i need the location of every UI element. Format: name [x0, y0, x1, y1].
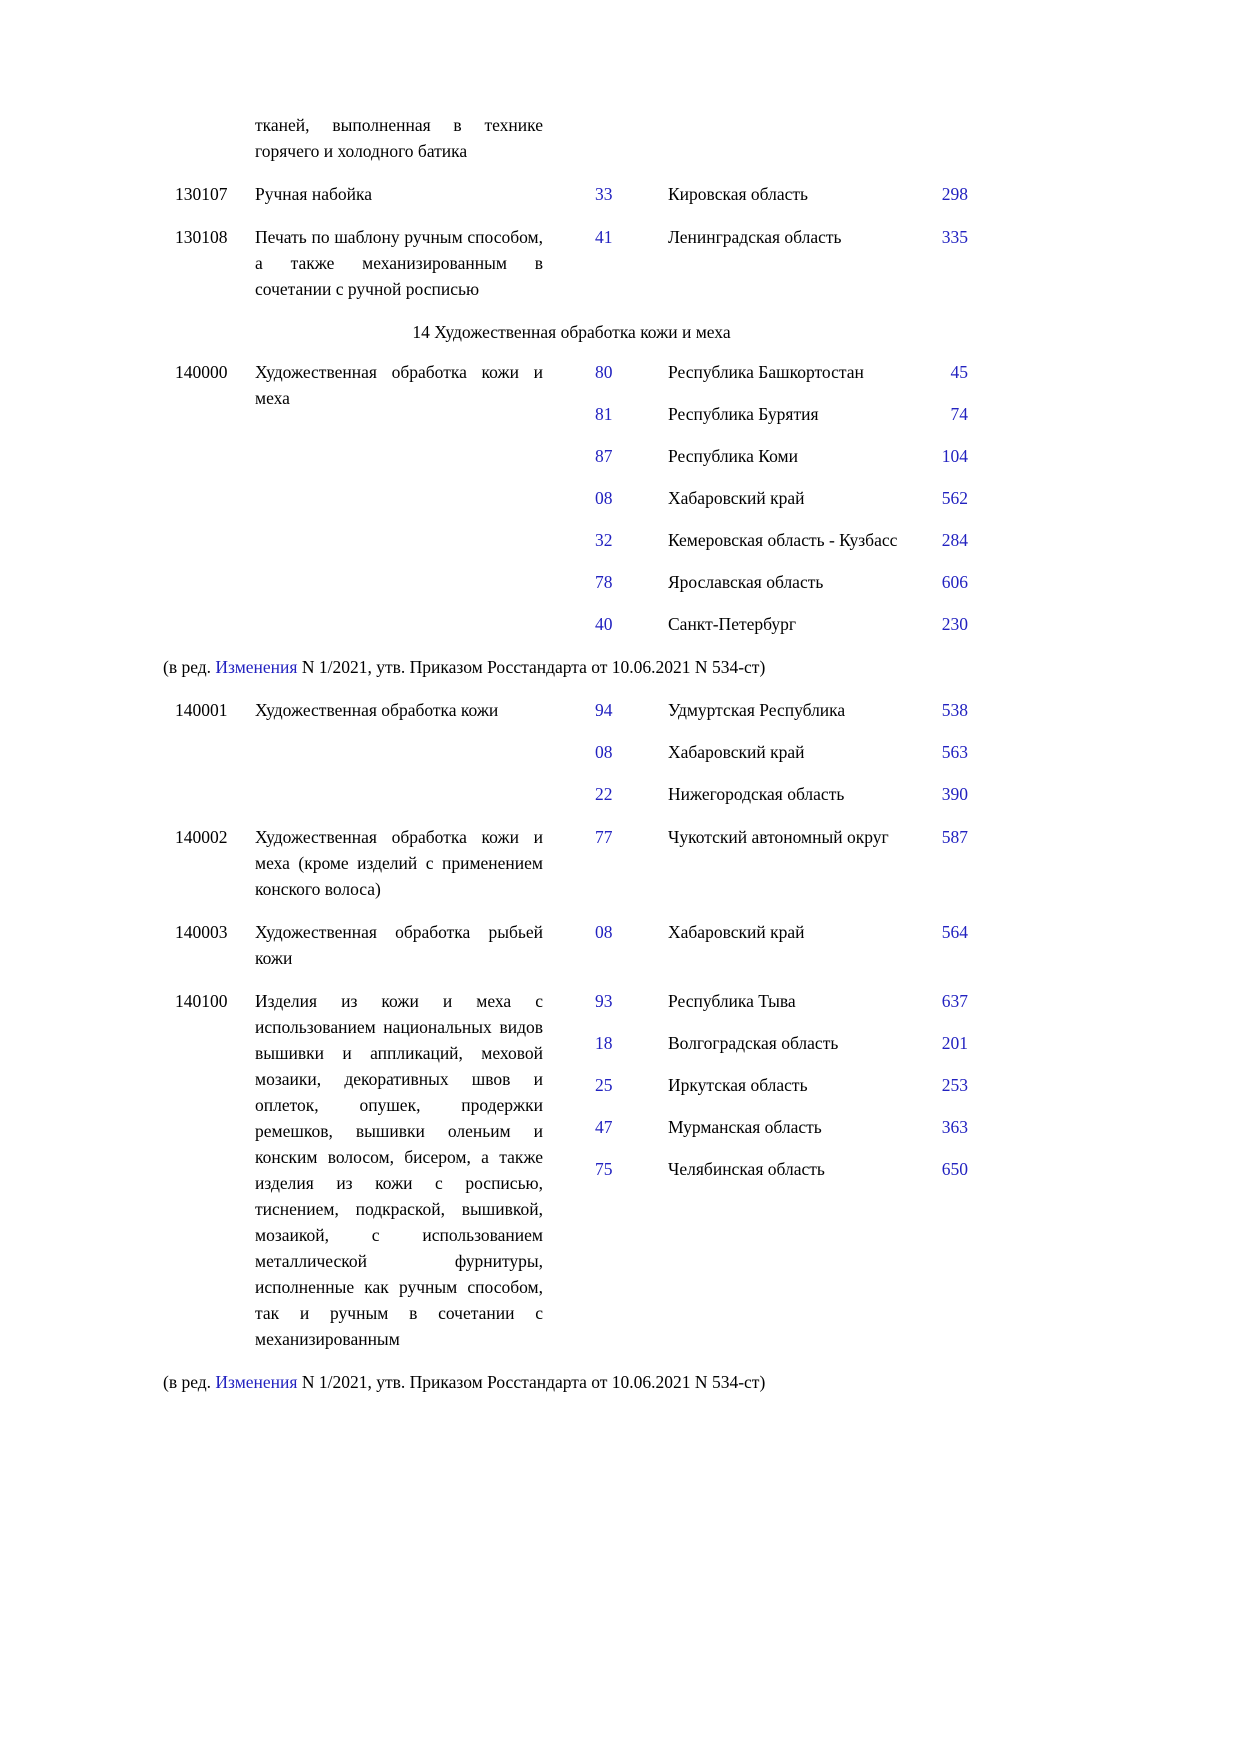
- region-entry: [595, 443, 968, 469]
- region-entry: [595, 1114, 968, 1140]
- region-name: Иркутская область: [668, 1075, 808, 1095]
- region-entry: [595, 739, 968, 765]
- region-code: 87: [595, 446, 613, 466]
- region-code: 81: [595, 404, 613, 424]
- registry-number: 201: [941, 1033, 968, 1053]
- registry-number: 104: [941, 446, 968, 466]
- registry-number: 390: [941, 784, 968, 804]
- region-entry: [595, 611, 968, 637]
- craft-description: Печать по шаблону ручным способом, а также механизированным в сочетании с ручной росписью: [255, 227, 543, 299]
- region-name: Санкт-Петербург: [668, 614, 797, 634]
- craft-code: 130108: [175, 227, 228, 247]
- region-code: 40: [595, 614, 613, 634]
- region-entries: [595, 988, 968, 1182]
- registry-number: 587: [941, 827, 968, 847]
- table-row: [175, 224, 968, 302]
- craft-code: 140100: [175, 991, 228, 1011]
- region-entries: [595, 824, 968, 850]
- region-code: 80: [595, 362, 613, 382]
- region-code: 75: [595, 1159, 613, 1179]
- craft-code: 140002: [175, 827, 228, 847]
- region-entries: [595, 359, 968, 637]
- registry-number: 563: [941, 742, 968, 762]
- region-entry: [595, 1072, 968, 1098]
- revision-note-suffix: N 1/2021, утв. Приказом Росстандарта от 10.06.2021 N 534-ст): [297, 657, 766, 677]
- region-name: Челябинская область: [668, 1159, 825, 1179]
- section-heading: 14 Художественная обработка кожи и меха: [412, 322, 731, 342]
- region-code: 22: [595, 784, 613, 804]
- region-entry: [595, 1030, 968, 1056]
- region-code: 94: [595, 700, 613, 720]
- craft-code: 140003: [175, 922, 228, 942]
- table-row: [175, 112, 968, 164]
- region-name: Хабаровский край: [668, 742, 805, 762]
- craft-description: Художественная обработка рыбьей кожи: [255, 922, 543, 968]
- region-entry: [595, 359, 968, 385]
- craft-code: 140001: [175, 700, 228, 720]
- craft-description: Ручная набойка: [255, 184, 372, 204]
- table-row: [175, 824, 968, 902]
- table-row: [175, 919, 968, 971]
- table-row: [175, 359, 968, 637]
- region-entry: [595, 781, 968, 807]
- region-code: 18: [595, 1033, 613, 1053]
- registry-number: 650: [941, 1159, 968, 1179]
- region-entry: [595, 919, 968, 945]
- region-entry: [595, 181, 968, 207]
- region-code: 32: [595, 530, 613, 550]
- region-entry: [595, 527, 968, 553]
- table-row: [175, 697, 968, 807]
- region-name: Ленинградская область: [668, 227, 842, 247]
- registry-number: 637: [941, 991, 968, 1011]
- registry-number: 335: [941, 227, 968, 247]
- region-name: Кемеровская область - Кузбасс: [668, 530, 898, 550]
- region-entry: [595, 697, 968, 723]
- region-name: Кировская область: [668, 184, 809, 204]
- region-code: 78: [595, 572, 613, 592]
- craft-description: тканей, выполненная в технике горячего и холодного батика: [255, 115, 543, 161]
- registry-number: 230: [941, 614, 968, 634]
- region-name: Хабаровский край: [668, 488, 805, 508]
- region-entry: [595, 1156, 968, 1182]
- registry-number: 562: [941, 488, 968, 508]
- revision-note-prefix: (в ред.: [163, 657, 216, 677]
- registry-number: 74: [950, 404, 968, 424]
- region-name: Удмуртская Республика: [668, 700, 846, 720]
- region-entry: [595, 485, 968, 511]
- registry-number: 253: [941, 1075, 968, 1095]
- region-name: Хабаровский край: [668, 922, 805, 942]
- table-row: [175, 988, 968, 1352]
- registry-number: 45: [950, 362, 968, 382]
- craft-description: Художественная обработка кожи: [255, 700, 499, 720]
- revision-note: [163, 654, 968, 680]
- region-code: 08: [595, 922, 613, 942]
- region-entry: [595, 569, 968, 595]
- region-name: Ярославская область: [668, 572, 824, 592]
- region-code: 93: [595, 991, 613, 1011]
- region-entry: [595, 824, 968, 850]
- region-name: Республика Бурятия: [668, 404, 819, 424]
- revision-note-prefix: (в ред.: [163, 1372, 216, 1392]
- region-code: 33: [595, 184, 613, 204]
- region-code: 41: [595, 227, 613, 247]
- region-name: Республика Тыва: [668, 991, 796, 1011]
- region-code: 08: [595, 742, 613, 762]
- revision-link[interactable]: Изменения: [215, 1372, 298, 1392]
- craft-description: Художественная обработка кожи и меха: [255, 362, 543, 408]
- craft-description: Изделия из кожи и меха с использованием национальных видов вышивки и аппликаций, меховой мозаики, декоративных швов и оплеток, опушек, продержки ремешков, вышивки оленьим и конским волосом, бисером, а также изделия из кожи с росписью, тиснением, подкраской, вышивкой, мозаикой, с использованием металлической фурнитуры, исполненные как ручным способом, так и ручным в сочетании с механизированным: [255, 991, 543, 1349]
- region-name: Республика Коми: [668, 446, 798, 466]
- region-entries: [595, 181, 968, 207]
- region-entries: [595, 697, 968, 807]
- registry-number: 284: [941, 530, 968, 550]
- region-code: 77: [595, 827, 613, 847]
- craft-description: Художественная обработка кожи и меха (кроме изделий с применением конского волоса): [255, 827, 543, 899]
- region-name: Волгоградская область: [668, 1033, 839, 1053]
- region-entry: [595, 224, 968, 250]
- region-code: 08: [595, 488, 613, 508]
- revision-link[interactable]: Изменения: [215, 657, 298, 677]
- registry-number: 564: [941, 922, 968, 942]
- region-code: 25: [595, 1075, 613, 1095]
- region-name: Нижегородская область: [668, 784, 845, 804]
- registry-number: 298: [941, 184, 968, 204]
- region-entry: [595, 988, 968, 1014]
- region-name: Мурманская область: [668, 1117, 822, 1137]
- registry-number: 538: [941, 700, 968, 720]
- registry-number: 606: [941, 572, 968, 592]
- registry-number: 363: [941, 1117, 968, 1137]
- table-row: [175, 181, 968, 207]
- region-entries: [595, 919, 968, 945]
- region-entries: [595, 224, 968, 250]
- craft-code: 130107: [175, 184, 228, 204]
- region-entry: [595, 401, 968, 427]
- revision-note-suffix: N 1/2021, утв. Приказом Росстандарта от 10.06.2021 N 534-ст): [297, 1372, 766, 1392]
- revision-note: [163, 1369, 968, 1395]
- region-name: Чукотский автономный округ: [668, 827, 889, 847]
- region-name: Республика Башкортостан: [668, 362, 864, 382]
- craft-code: 140000: [175, 362, 228, 382]
- region-code: 47: [595, 1117, 613, 1137]
